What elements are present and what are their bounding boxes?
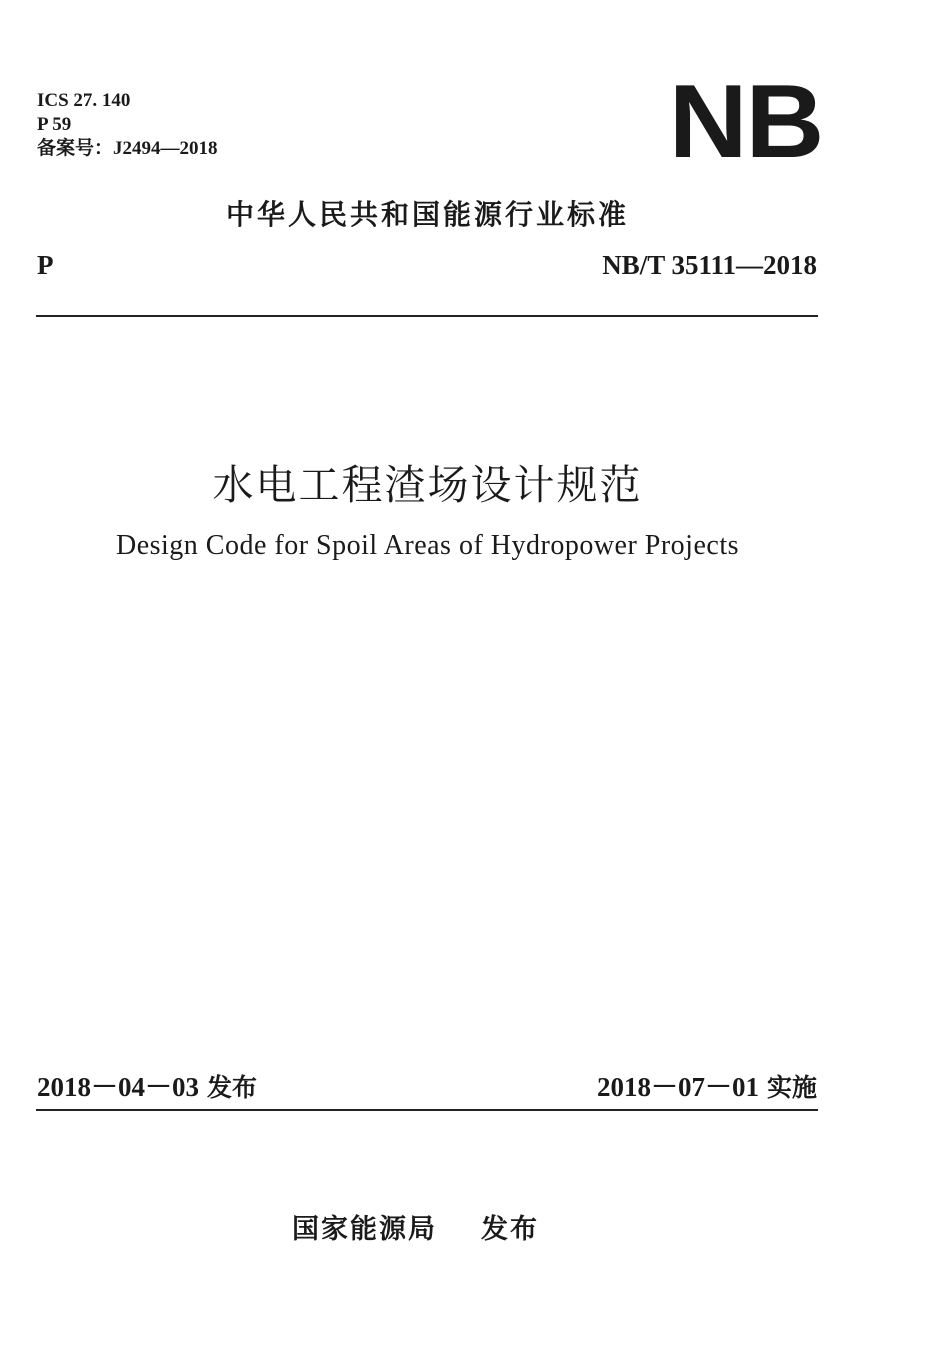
category-code: P [37, 250, 54, 280]
bottom-divider [36, 1109, 818, 1111]
publisher-label: 发布 [481, 1214, 539, 1245]
ics-code: ICS 27. 140 [37, 90, 131, 111]
implementation-date: 2018－07－01 [596, 1072, 759, 1102]
issue-date: 2018－04－03 [37, 1072, 199, 1102]
document-title-chinese: 水电工程渣场设计规范 [212, 461, 643, 509]
document-title-english: Design Code for Spoil Areas of Hydropower Projects [115, 530, 739, 561]
industry-standard-heading: 中华人民共和国能源行业标准 [225, 198, 629, 231]
issue-date-line [37, 1065, 257, 1104]
implementation-label: 实施 [766, 1073, 817, 1102]
publisher-line [292, 1207, 539, 1246]
record-number: 备案号：J2494—2018 [37, 138, 218, 159]
issue-label: 发布 [207, 1073, 258, 1102]
nb-logo: NB [668, 64, 822, 180]
implementation-date-line [597, 1065, 817, 1104]
standard-number: NB/T 35111—2018 [602, 250, 817, 280]
classification-code: P 59 [37, 114, 72, 135]
publisher-name: 国家能源局 [292, 1214, 437, 1245]
top-divider [36, 315, 818, 317]
